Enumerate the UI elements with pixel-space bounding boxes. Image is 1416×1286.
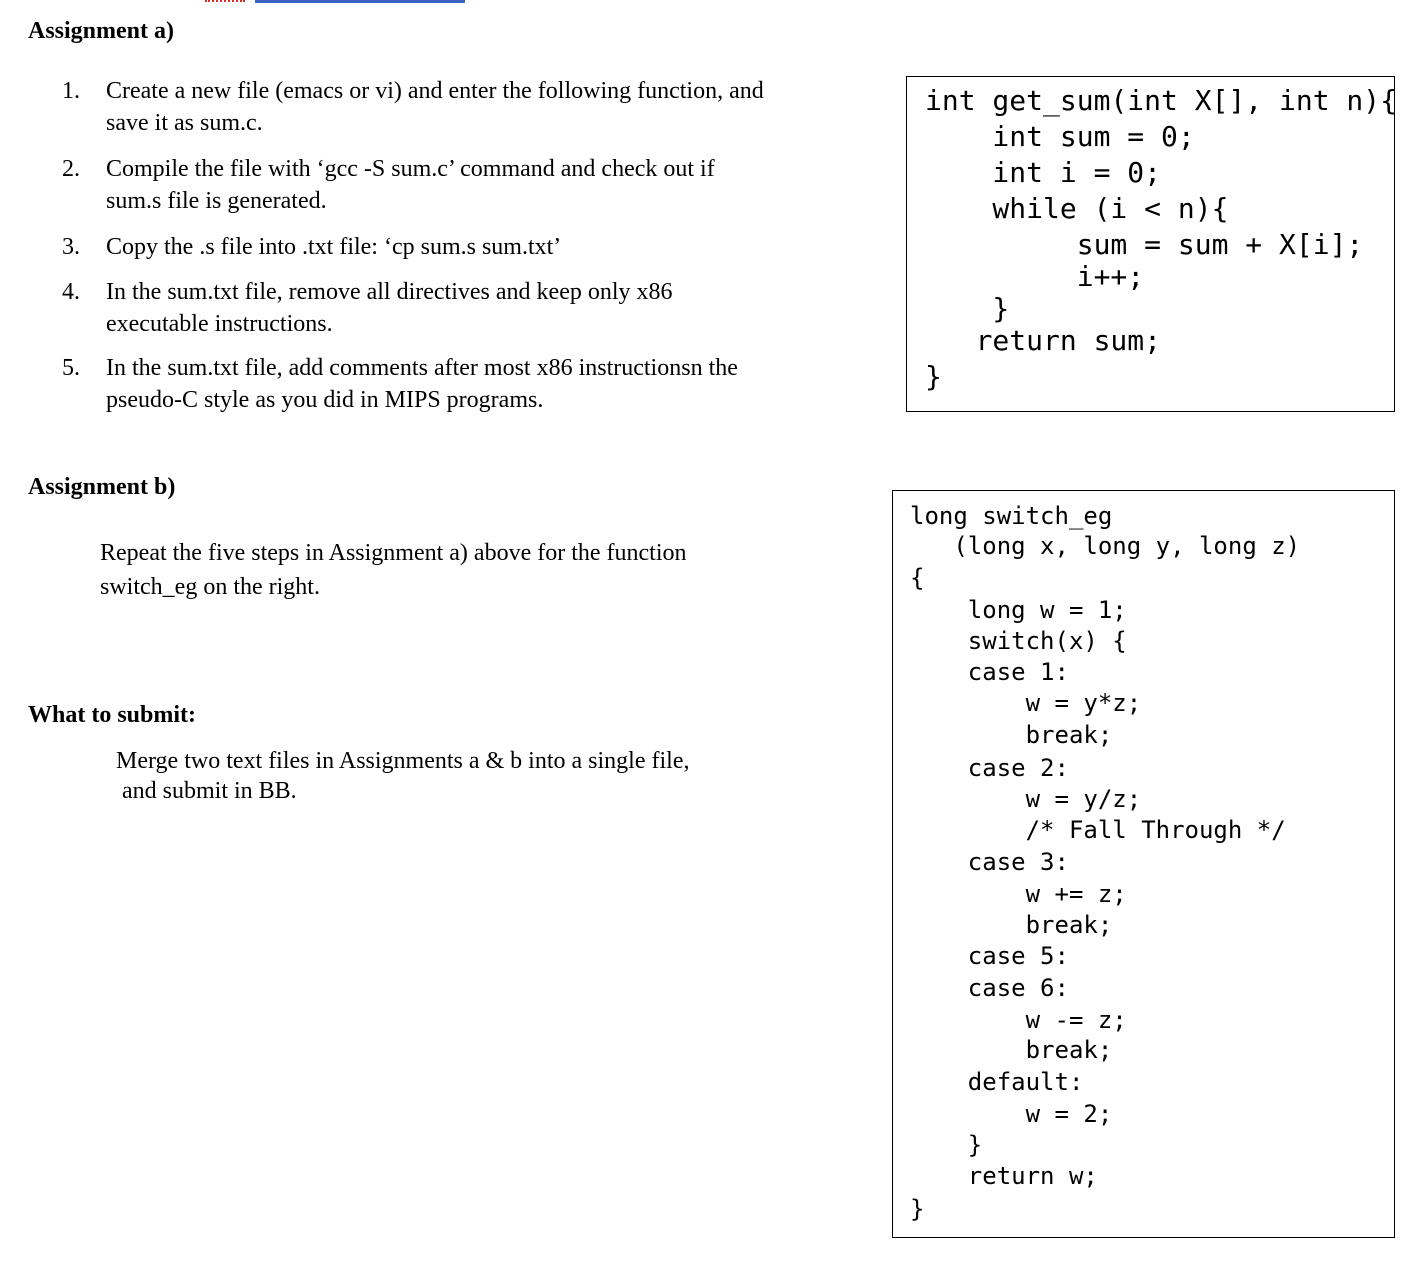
code-line: i++;: [925, 260, 1145, 293]
code-line: w = 2;: [910, 1100, 1113, 1128]
get-sum-code-box: [906, 76, 1398, 412]
code-line: case 6:: [910, 974, 1069, 1002]
code-line: w = y/z;: [910, 785, 1142, 813]
step-text-line: executable instructions.: [106, 311, 333, 337]
submit-heading: What to submit:: [28, 702, 197, 728]
top-edge-squiggle-left: [205, 0, 245, 5]
code-line: break;: [910, 721, 1113, 749]
assignment-b-text-line: Repeat the five steps in Assignment a) above for the function: [100, 540, 687, 566]
step-text-line: save it as sum.c.: [106, 110, 263, 136]
switch-eg-code-box: [892, 490, 1395, 1238]
code-line: case 1:: [910, 658, 1069, 686]
code-line: case 5:: [910, 942, 1069, 970]
code-line: return w;: [910, 1162, 1098, 1190]
code-line: w += z;: [910, 880, 1127, 908]
code-line: int sum = 0;: [925, 120, 1195, 153]
code-line: }: [910, 1131, 983, 1159]
code-line: long w = 1;: [910, 596, 1127, 624]
step-text-line: In the sum.txt file, remove all directives and keep only x86: [106, 279, 673, 305]
step-text-line: sum.s file is generated.: [106, 188, 327, 214]
code-line: w = y*z;: [910, 689, 1142, 717]
submit-text-line: Merge two text files in Assignments a & b into a single file,: [116, 748, 690, 774]
code-line: }: [910, 1195, 925, 1223]
assignment-a-heading: Assignment a): [28, 18, 175, 44]
step-text-line: Create a new file (emacs or vi) and enter the following function, and: [106, 78, 764, 104]
step-number: 3.: [62, 234, 80, 260]
step-number: 4.: [62, 279, 80, 305]
code-line: {: [910, 564, 925, 592]
code-line: }: [925, 360, 942, 393]
code-line: case 3:: [910, 848, 1069, 876]
code-line: case 2:: [910, 754, 1069, 782]
code-line: (long x, long y, long z): [910, 532, 1301, 560]
code-line: switch(x) {: [910, 627, 1127, 655]
code-line: return sum;: [925, 324, 1162, 357]
code-line: break;: [910, 1036, 1113, 1064]
submit-text-line: and submit in BB.: [116, 778, 297, 804]
step-number: 5.: [62, 355, 80, 381]
code-line: int i = 0;: [925, 156, 1162, 189]
step-number: 2.: [62, 156, 80, 182]
code-line: long switch_eg: [910, 502, 1113, 530]
code-line: int get_sum(int X[], int n){: [925, 84, 1398, 117]
step-text-line: Copy the .s file into .txt file: ‘cp sum.s sum.txt’: [106, 234, 562, 260]
step-text-line: Compile the file with ‘gcc -S sum.c’ command and check out if: [106, 156, 715, 182]
assignment-b-text-line: switch_eg on the right.: [100, 574, 320, 600]
top-edge-underline-blue: [255, 0, 465, 6]
code-line: /* Fall Through */: [910, 816, 1286, 844]
code-line: break;: [910, 911, 1113, 939]
code-line: sum = sum + X[i];: [925, 228, 1364, 261]
code-line: }: [925, 292, 1010, 325]
code-line: default:: [910, 1068, 1084, 1096]
assignment-b-heading: Assignment b): [28, 474, 176, 500]
step-text-line: pseudo-C style as you did in MIPS programs.: [106, 387, 544, 413]
step-text-line: In the sum.txt file, add comments after most x86 instructionsn the: [106, 355, 738, 381]
code-line: while (i < n){: [925, 192, 1229, 225]
step-number: 1.: [62, 78, 80, 104]
code-line: w -= z;: [910, 1006, 1127, 1034]
